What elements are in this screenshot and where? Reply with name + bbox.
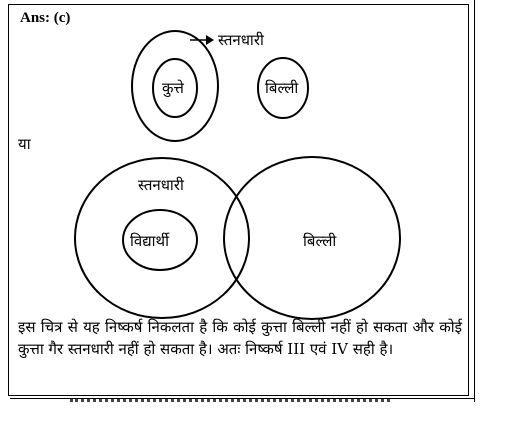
student-label: विद्यार्थी [130, 232, 170, 250]
dog-label: कुत्ते [162, 79, 184, 97]
mammal-label-2: स्तनधारी [138, 176, 184, 194]
conclusion-text: इस चित्र से यह निष्कर्ष निकलता है कि कोई कुत्ता बिल्ली नहीं हो सकता और कोई कुत्ता गैर स्तनधारी नहीं हो सकता है। अतः निष्कर्ष III एवं IV सही है। [18, 318, 462, 358]
or-label: या [18, 135, 31, 153]
answer-label: Ans: (c) [20, 10, 71, 26]
cut-off-text-line [70, 398, 390, 406]
cat-label-1: बिल्ली [265, 79, 299, 97]
arrow-icon [206, 35, 214, 45]
cat-label-2: बिल्ली [303, 232, 337, 250]
mammal-label-1: स्तनधारी [218, 31, 264, 49]
